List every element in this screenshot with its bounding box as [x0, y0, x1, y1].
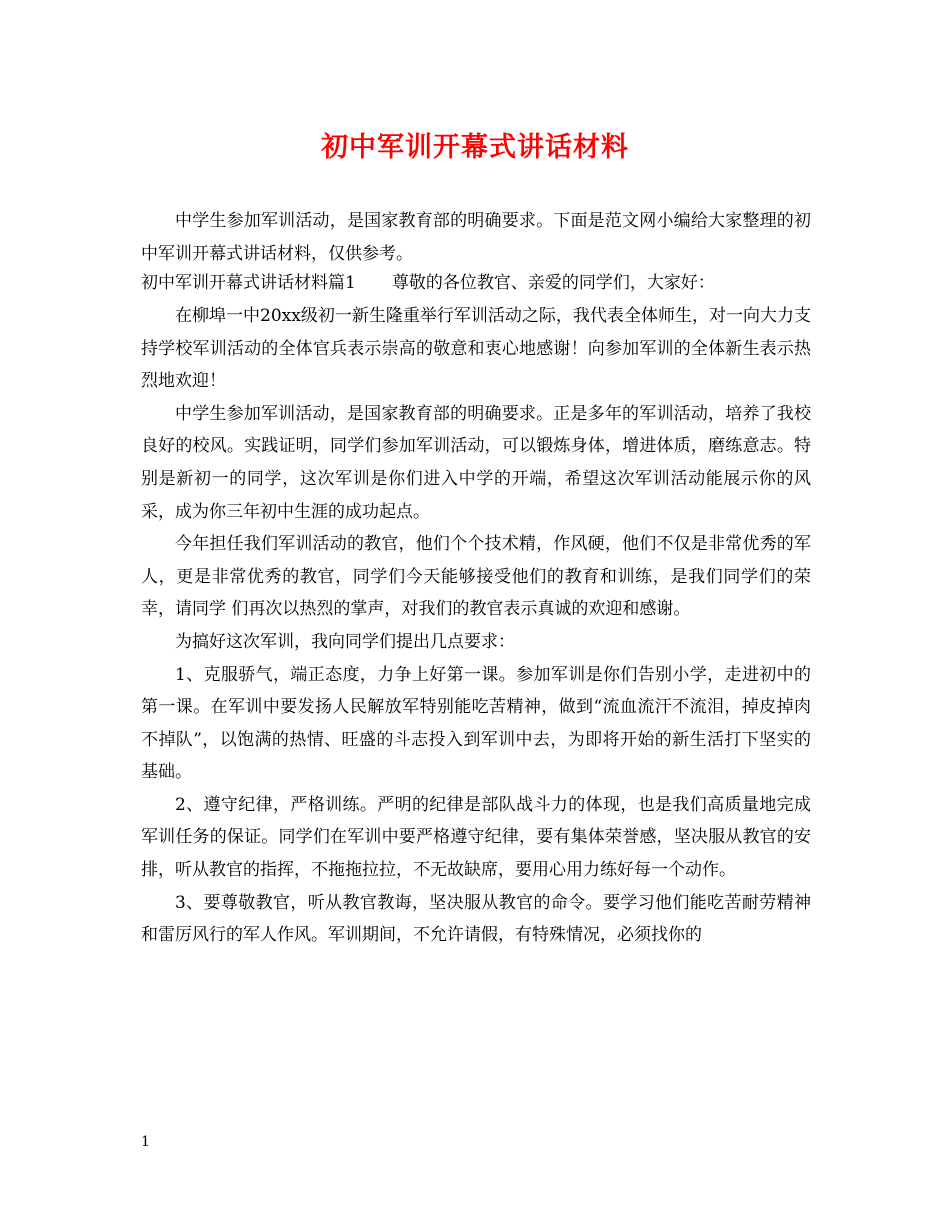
- intro-paragraph: 中学生参加军训活动，是国家教育部的明确要求。下面是范文网小编给大家整理的初中军训开幕式讲话材料，仅供参考。: [141, 211, 811, 264]
- body-paragraph: 1、克服骄气，端正态度，力争上好第一课。参加军训是你们告别小学，走进初中的第一课。在军训中要发扬人民解放军特别能吃苦精神，做到“流血流汗不流泪，掉皮掉肉不掉队”，以饱满的热情、旺盛的斗志投入到军训中去，为即将开始的新生活打下坚实的基础。: [141, 664, 811, 783]
- page-number: 1: [141, 1134, 150, 1150]
- body-paragraph: 今年担任我们军训活动的教官，他们个个技术精，作风硬，他们不仅是非常优秀的军人，更是非常优秀的教官，同学们今天能够接受他们的教育和训练，是我们同学们的荣幸，请同学 们再次以热烈的掌声，对我们的教官表示真诚的欢迎和感谢。: [141, 534, 811, 620]
- body-paragraph: 在柳埠一中20xx级初一新生隆重举行军训活动之际，我代表全体师生，对一向大力支持学校军训活动的全体官兵表示崇高的敬意和衷心地感谢！向参加军训的全体新生表示热烈地欢迎！: [141, 305, 811, 392]
- body-paragraph: 3、要尊敬教官，听从教官教诲，坚决服从教官的命令。要学习他们能吃苦耐劳精神和雷厉风行的军人作风。军训期间，不允许请假，有特殊情况，必须找你的: [141, 892, 811, 946]
- document-title: 初中军训开幕式讲话材料: [321, 132, 629, 163]
- body-paragraph: 2、遵守纪律，严格训练。严明的纪律是部队战斗力的体现，也是我们高质量地完成军训任务的保证。同学们在军训中要严格遵守纪律，要有集体荣誉感，坚决服从教官的安排，听从教官的指挥，不拖拖拉拉，不无故缺席，要用心用力练好每一个动作。: [141, 794, 811, 881]
- greeting: 尊敬的各位教官、亲爱的同学们，大家好：: [391, 273, 715, 294]
- section-heading: 初中军训开幕式讲话材料篇1: [141, 273, 356, 294]
- section-heading-line: [141, 270, 811, 298]
- body-paragraph: 中学生参加军训活动，是国家教育部的明确要求。正是多年的军训活动，培养了我校良好的校风。实践证明，同学们参加军训活动，可以锻炼身体，增进体质，磨练意志。特别是新初一的同学，这次军训是你们进入中学的开端，希望这次军训活动能展示你的风采，成为你三年初中生涯的成功起点。: [141, 403, 811, 522]
- body-paragraph: 为搞好这次军训，我向同学们提出几点要求：: [175, 631, 515, 652]
- document-body: [141, 205, 811, 952]
